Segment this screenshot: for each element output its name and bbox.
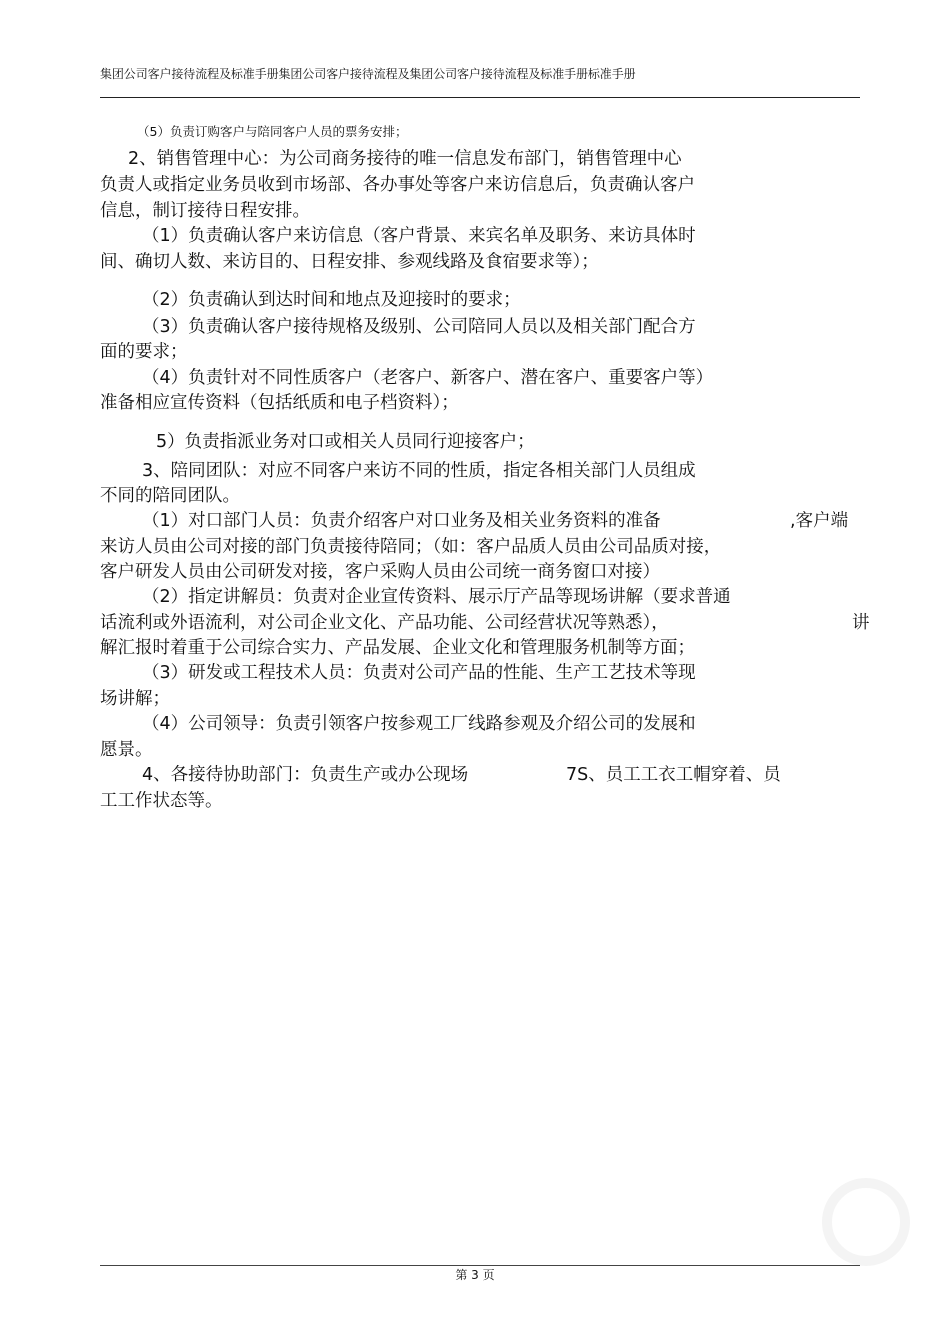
body-line: ,客户端 [790, 511, 849, 531]
body-line: 7S、员工工衣工帽穿着、员 [566, 765, 781, 785]
body-line: 4、各接待协助部门：负责生产或办公现场 [142, 765, 469, 785]
body-line: （3）研发或工程技术人员：负责对公司产品的性能、生产工艺技术等现 [142, 663, 696, 683]
body-line: 客户研发人员由公司研发对接，客户采购人员由公司统一商务窗口对接） [100, 562, 660, 582]
body-line: （2）负责确认到达时间和地点及迎接时的要求； [142, 290, 521, 310]
body-line: 2、销售管理中心：为公司商务接待的唯一信息发布部门，销售管理中心 [128, 149, 682, 169]
body-line: （2）指定讲解员：负责对企业宣传资料、展示厅产品等现场讲解（要求普通 [142, 587, 731, 607]
body-line: 不同的陪同团队。 [100, 486, 240, 506]
running-header: 集团公司客户接待流程及标准手册集团公司客户接待流程及集团公司客户接待流程及标准手册标准手册 [100, 67, 636, 81]
page-number: 第 3 页 [455, 1268, 495, 1282]
body-line: 来访人员由公司对接的部门负责接待陪同；（如：客户品质人员由公司品质对接， [100, 537, 722, 557]
body-line: （1）负责确认客户来访信息（客户背景、来宾名单及职务、来访具体时 [142, 226, 696, 246]
body-line: 准备相应宣传资料（包括纸质和电子档资料）； [100, 393, 459, 413]
body-line: 场讲解； [100, 689, 170, 709]
body-line: （4）负责针对不同性质客户（老客户、新客户、潜在客户、重要客户等） [142, 368, 714, 388]
body-line: 工工作状态等。 [100, 791, 223, 811]
body-line: （1）对口部门人员：负责介绍客户对口业务及相关业务资料的准备 [142, 511, 661, 531]
body-line: 面的要求； [100, 342, 188, 362]
body-line: 愿景。 [100, 740, 153, 760]
footer-divider [100, 1265, 860, 1266]
body-line: （4）公司领导：负责引领客户按参观工厂线路参观及介绍公司的发展和 [142, 714, 696, 734]
body-line: 话流利或外语流利，对公司企业文化、产品功能、公司经营状况等熟悉）， [100, 613, 669, 633]
body-line: 解汇报时着重于公司综合实力、产品发展、企业文化和管理服务机制等方面； [100, 638, 695, 658]
body-line: 3、陪同团队：对应不同客户来访不同的性质，指定各相关部门人员组成 [142, 461, 696, 481]
body-line: 讲 [852, 613, 870, 633]
body-line: 信息，制订接待日程安排。 [100, 201, 310, 221]
body-line: 间、确切人数、来访目的、日程安排、参观线路及食宿要求等）； [100, 252, 599, 272]
body-line: （5）负责订购客户与陪同客户人员的票务安排； [137, 124, 408, 139]
body-line: 5）负责指派业务对口或相关人员同行迎接客户； [156, 432, 535, 452]
body-line: （3）负责确认客户接待规格及级别、公司陪同人员以及相关部门配合方 [142, 317, 696, 337]
header-divider [100, 97, 860, 98]
watermark-mark [822, 1178, 910, 1266]
body-line: 负责人或指定业务员收到市场部、各办事处等客户来访信息后，负责确认客户 [100, 175, 695, 195]
